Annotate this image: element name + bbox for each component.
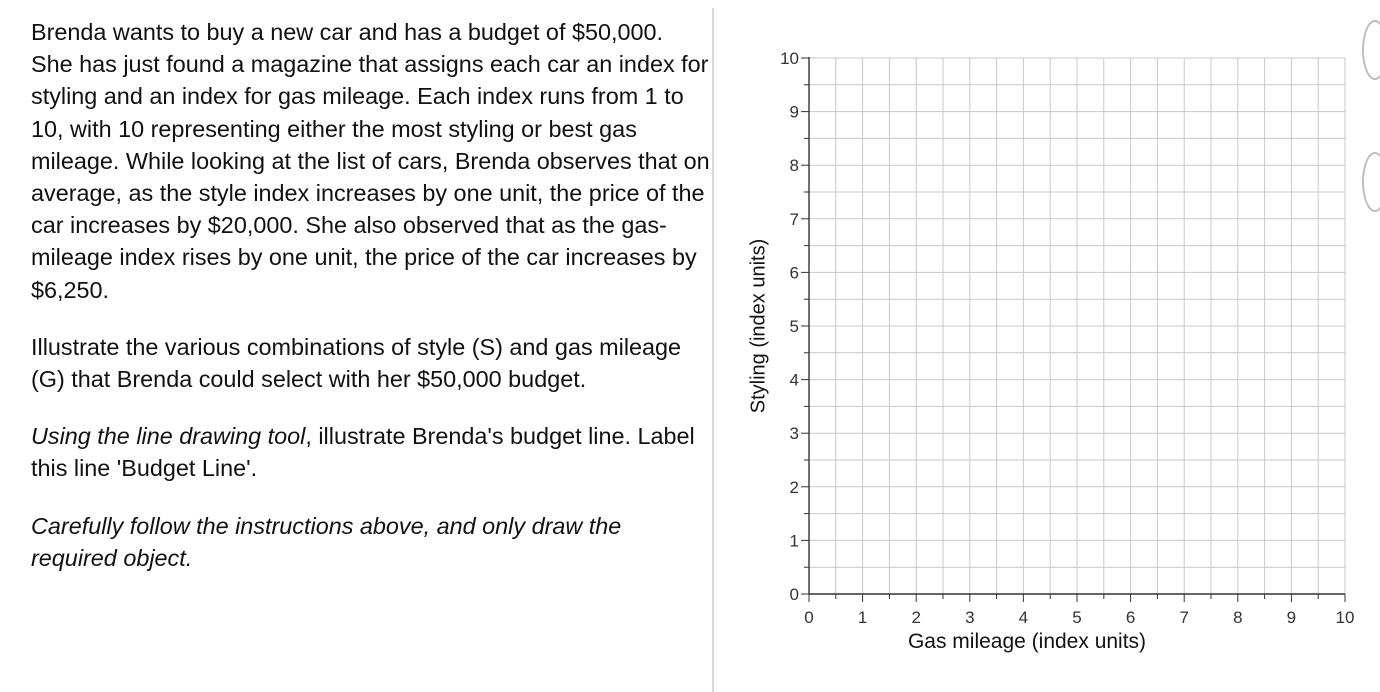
question-paragraph-task: Illustrate the various combinations of style (S) and gas mileage (G) that Brenda could select with her $50,000 budget. <box>31 333 682 393</box>
x-tick-label: 1 <box>857 608 868 627</box>
y-tick-label: 6 <box>789 263 799 283</box>
x-tick-label: 2 <box>911 608 921 627</box>
y-tick-label: 3 <box>789 424 799 444</box>
x-tick-label: 4 <box>1018 608 1029 627</box>
y-tick-label: 4 <box>789 370 799 390</box>
question-panel <box>31 16 711 574</box>
x-tick-label: 10 <box>1335 608 1355 627</box>
y-tick-label: 0 <box>789 585 799 604</box>
y-tick-label: 5 <box>789 317 799 336</box>
x-tick-label: 9 <box>1286 608 1297 627</box>
x-tick-label: 3 <box>965 608 975 627</box>
x-tick-label: 8 <box>1233 608 1243 627</box>
x-tick-label: 5 <box>1072 608 1082 627</box>
x-axis-label: Gas mileage (index units) <box>907 630 1147 653</box>
instruction-rest: , illustrate Brenda's budget line. Label this line 'Budget Line'. <box>31 423 695 482</box>
y-tick-label: 10 <box>780 49 799 68</box>
x-tick-label: 7 <box>1179 608 1189 627</box>
graph-canvas[interactable] <box>714 0 1374 692</box>
x-tick-label: 0 <box>804 608 814 627</box>
x-tick-label: 6 <box>1125 608 1136 627</box>
graph-panel <box>714 0 1374 692</box>
warning-text: Carefully follow the instructions above, and only draw the required object. <box>31 512 622 571</box>
question-paragraph-instruction <box>31 420 711 484</box>
y-axis-label: Styling (index units) <box>747 238 770 414</box>
y-tick-label: 2 <box>789 477 799 497</box>
y-tick-label: 1 <box>789 531 799 551</box>
question-paragraph-warning <box>31 510 711 574</box>
question-paragraph-intro: Brenda wants to buy a new car and has a budget of $50,000. She has just found a magazine that assigns each car an index for styling and an index for gas mileage. Each index runs from 1 to 10, with 10 representing either the most styling or best gas mileage. While looking at the list of cars, Brenda observes that on average, as the style index increases by one unit, the price of the car increases by $20,000. She also observed that as the gas-mileage index rises by one unit, the price of the car increases by $6,250. <box>31 19 710 303</box>
y-tick-label: 8 <box>789 156 799 176</box>
y-tick-label: 7 <box>789 209 799 229</box>
y-tick-label: 9 <box>789 102 799 122</box>
line-tool-emphasis: Using the line drawing tool <box>31 423 306 450</box>
